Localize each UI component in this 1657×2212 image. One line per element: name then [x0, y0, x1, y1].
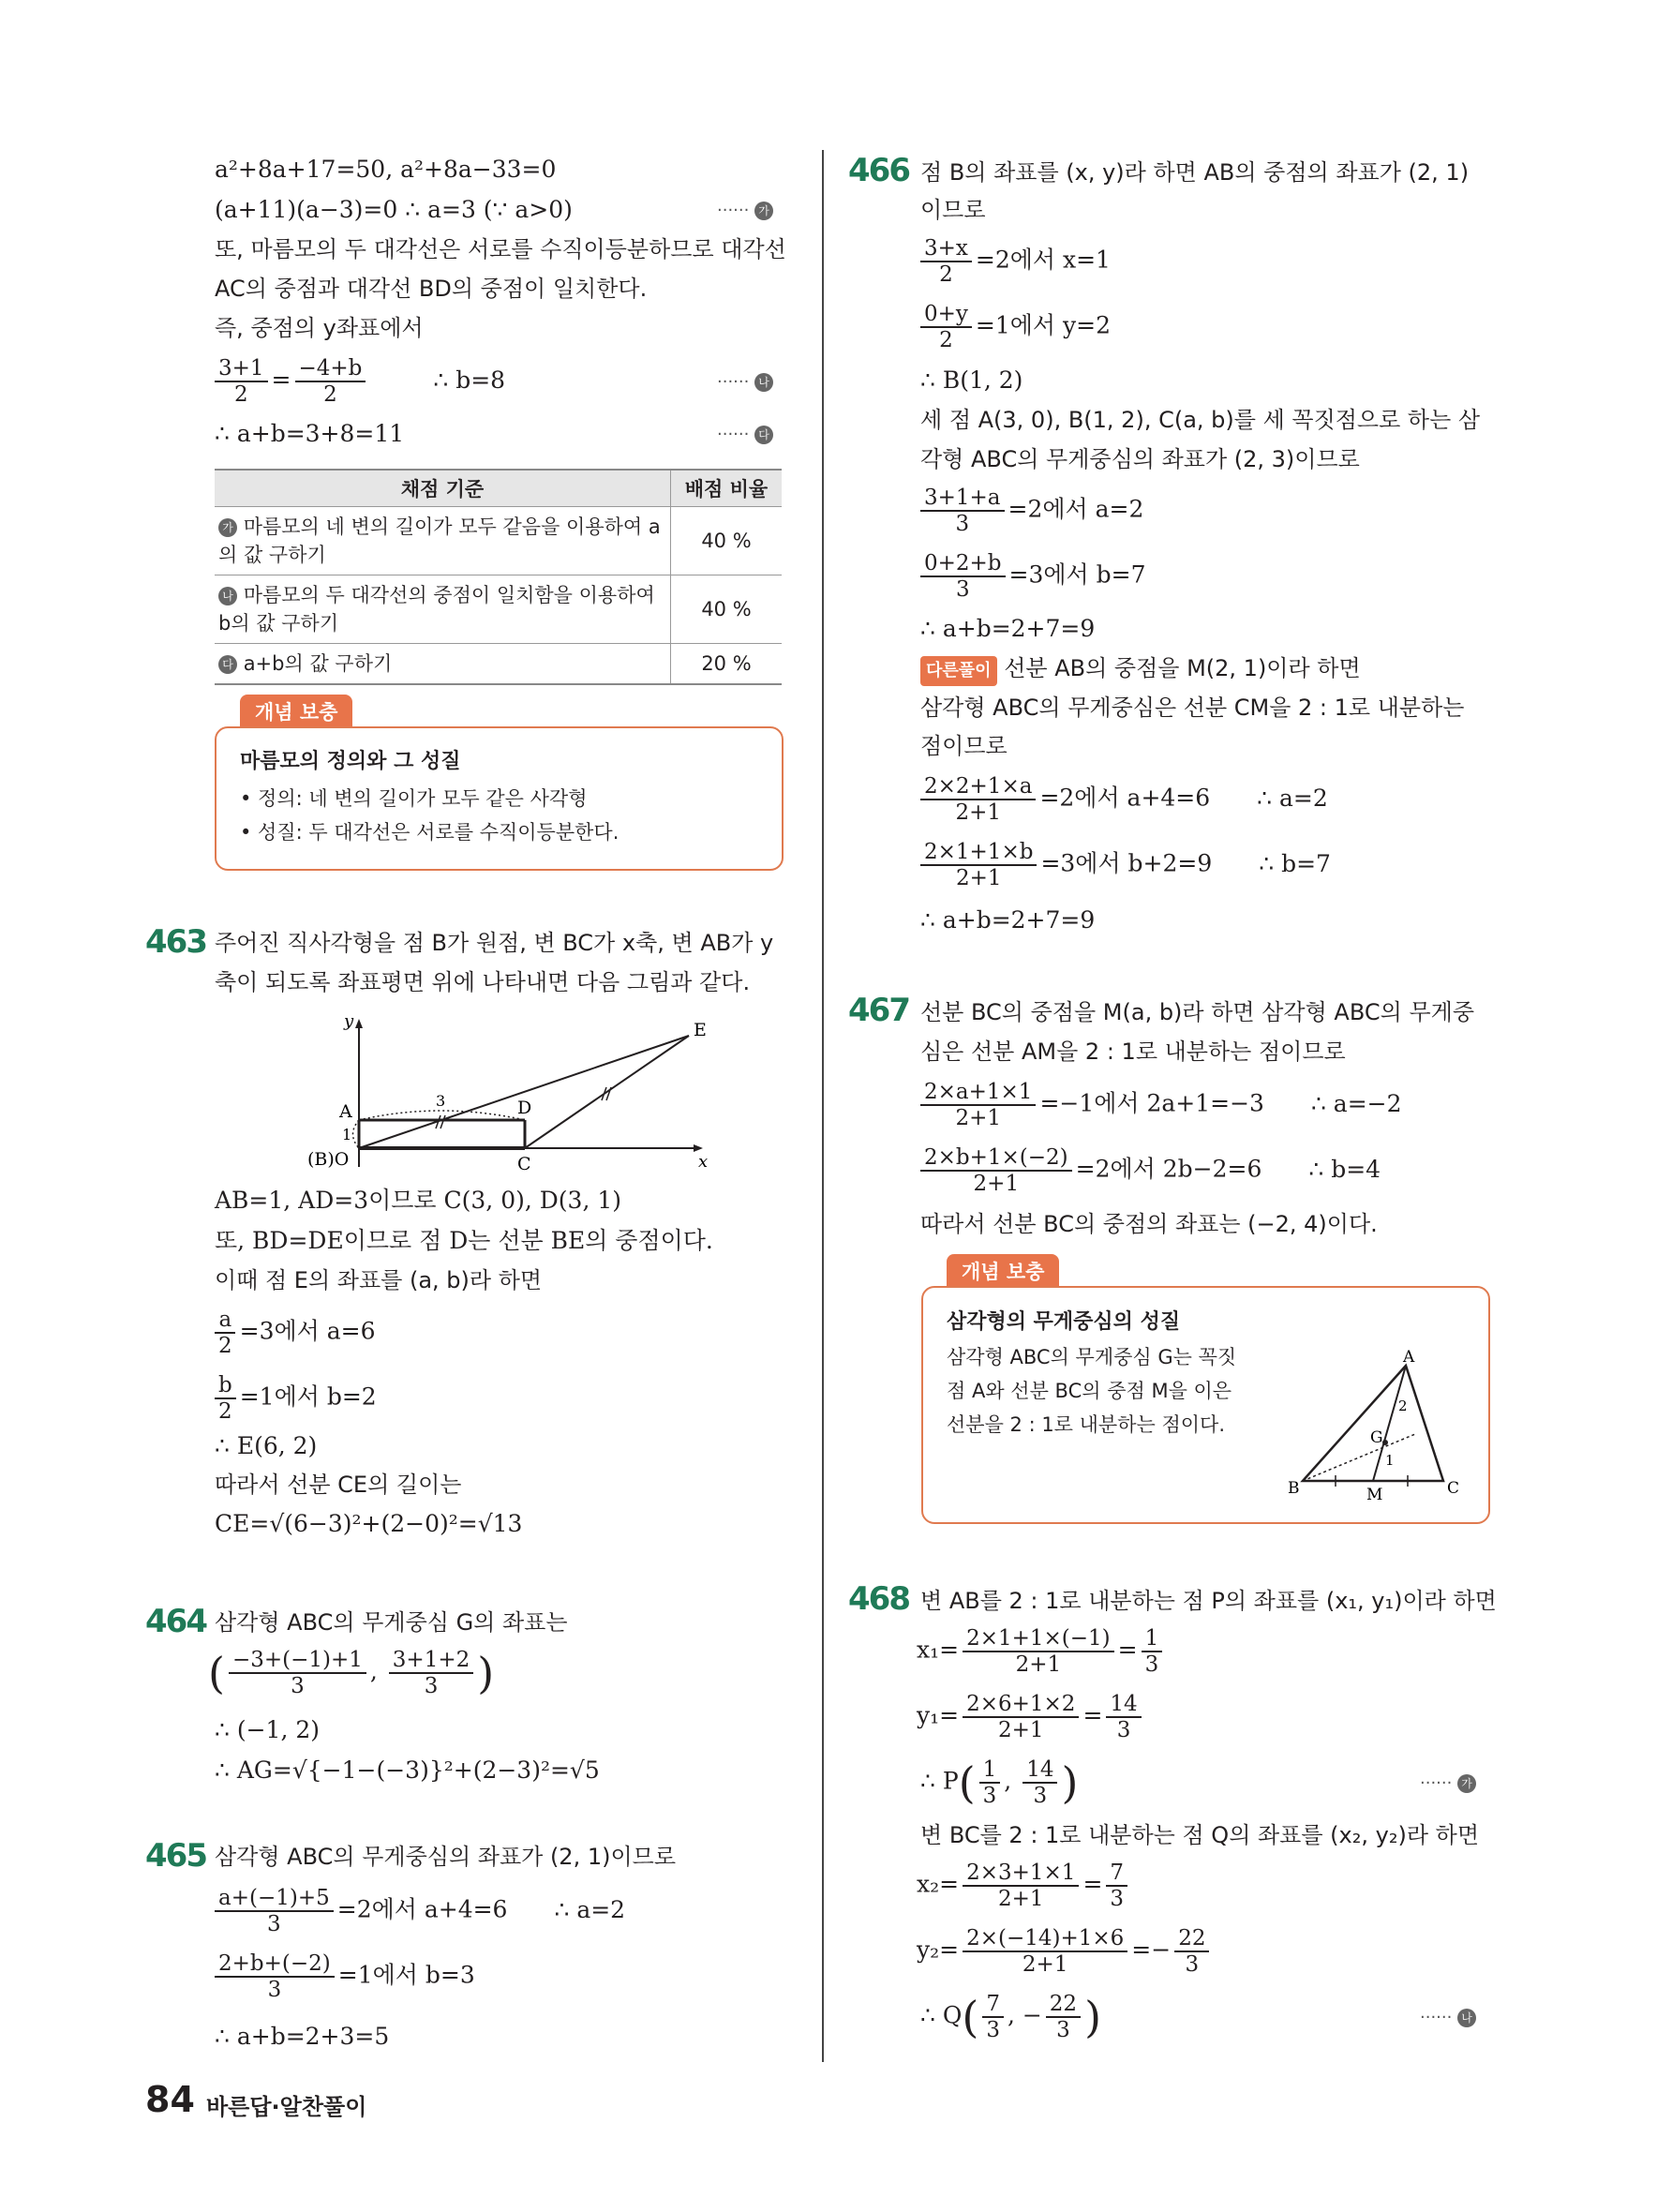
- coordinate-figure: [300, 1012, 712, 1172]
- footer-title: 바른답·알찬풀이: [206, 2094, 367, 2120]
- fig-label: 3: [436, 1092, 446, 1110]
- fig-label: 1: [1385, 1452, 1395, 1469]
- eq-line: $\frac{a}{2}$ =3에서 a=6: [211, 1308, 376, 1358]
- concept-tag: 개념 보충: [947, 1254, 1059, 1288]
- eq-line: ∴ a+b=3+8=11: [215, 420, 405, 447]
- table-header: 배점 비율: [671, 470, 783, 507]
- eq-line: ∴ P( $\frac{1}{3}$ , $\frac{14}{3}$ ): [920, 1757, 1079, 1808]
- fig-label: 1: [342, 1126, 352, 1143]
- eq-line: AB=1, AD=3이므로 C(3, 0), D(3, 1): [215, 1187, 622, 1214]
- problem-number: 463: [145, 923, 206, 961]
- eq-line: y₁= $\frac{2\times 6+1\times 2}{2+1}$ = $\frac{14}{3}$: [917, 1692, 1145, 1742]
- step-marker: ······ 나: [717, 372, 773, 392]
- text-line: 삼각형 ABC의 무게중심의 좌표가 (2, 1)이므로: [215, 1844, 677, 1870]
- fig-label: y: [344, 1012, 354, 1031]
- text-line: 또, 마름모의 두 대각선은 서로를 수직이등분하므로 대각선: [215, 236, 786, 262]
- fig-label: A: [1403, 1348, 1415, 1367]
- eq-line: ∴ a+b=2+7=9: [920, 906, 1096, 934]
- page-number: 84: [145, 2079, 195, 2120]
- centroid-figure: [1284, 1345, 1471, 1504]
- concept-title: 삼각형의 무게중심의 성질: [947, 1310, 1181, 1334]
- eq-line: x₂= $\frac{2\times 3+1\times 1}{2+1}$ = $\frac{7}{3}$: [917, 1861, 1131, 1911]
- alt-solution-badge: 다른풀이: [920, 656, 997, 686]
- concept-text: 삼각형 ABC의 무게중심 G는 꼭짓: [947, 1346, 1237, 1368]
- step-marker: ······ 나: [1420, 2008, 1476, 2027]
- text-line: 세 점 A(3, 0), B(1, 2), C(a, b)를 세 꼭짓점으로 하는 삼: [920, 407, 1481, 433]
- concept-text: 선분을 2 : 1로 내분하는 점이다.: [947, 1413, 1225, 1436]
- eq-line: ∴ E(6, 2): [215, 1432, 318, 1459]
- fig-label: G: [1370, 1428, 1383, 1447]
- text-line: 주어진 직사각형을 점 B가 원점, 변 BC가 x축, 변 AB가 y: [215, 930, 774, 956]
- eq-line: ∴ a+b=2+7=9: [920, 615, 1096, 642]
- eq-line: $\frac{3+1+a}{3}$ =2에서 a=2: [917, 486, 1143, 536]
- eq-line: $\frac{3+1}{2}$ = $\frac{-4+b}{2}$ ∴ b=8: [211, 356, 505, 407]
- fig-label: x: [698, 1152, 709, 1172]
- step-marker: ······ 다: [717, 425, 773, 444]
- text-line: 심은 선분 AM을 2 : 1로 내분하는 점이므로: [920, 1039, 1346, 1065]
- concept-title: 마름모의 정의와 그 성질: [240, 750, 461, 773]
- eq-line: y₂= $\frac{2\times(-14)+1\times 6}{2+1}$ =− $\frac{22}{3}$: [917, 1926, 1213, 1977]
- eq-line: $\frac{2\times 1+1\times b}{2+1}$ =3에서 b+2=9 ∴ b=7: [917, 840, 1331, 890]
- eq-line: CE=√(6−3)²+(2−0)²=√13: [215, 1510, 523, 1537]
- text-line: 점이므로: [920, 733, 1008, 759]
- eq-line: ( $\frac{-3+(-1)+1}{3}$ , $\frac{3+1+2}{3}$ ): [208, 1648, 495, 1698]
- step-marker: ······ 가: [717, 201, 773, 220]
- text-line: 축이 되도록 좌표평면 위에 나타내면 다음 그림과 같다.: [215, 969, 751, 995]
- text-line: 따라서 선분 BC의 중점의 좌표는 (−2, 4)이다.: [920, 1211, 1378, 1237]
- column-divider: [822, 150, 824, 2062]
- eq-line: $\frac{0+2+b}{3}$ =3에서 b=7: [917, 551, 1146, 602]
- text-line: 이때 점 E의 좌표를 (a, b)라 하면: [215, 1267, 543, 1293]
- text-line: 변 AB를 2 : 1로 내분하는 점 P의 좌표를 (x₁, y₁)이라 하면: [920, 1588, 1497, 1614]
- eq-line: 또, BD=DE이므로 점 D는 선분 BE의 중점이다.: [215, 1227, 713, 1254]
- text-line: 다른풀이 선분 AB의 중점을 M(2, 1)이라 하면: [920, 653, 1361, 686]
- table-row: 가 마름모의 네 변의 길이가 모두 같음을 이용하여 a의 값 구하기 40 %: [215, 507, 782, 575]
- fig-label: C: [1447, 1479, 1460, 1498]
- text-line: 이므로: [920, 197, 986, 223]
- eq-line: ∴ B(1, 2): [920, 366, 1023, 394]
- problem-number: 465: [145, 1837, 206, 1875]
- concept-text: 점 A와 선분 BC의 중점 M을 이은: [947, 1380, 1232, 1402]
- text-line: 변 BC를 2 : 1로 내분하는 점 Q의 좌표를 (x₂, y₂)라 하면: [920, 1822, 1479, 1848]
- problem-number: 468: [848, 1580, 909, 1618]
- text-line: AC의 중점과 대각선 BD의 중점이 일치한다.: [215, 276, 648, 302]
- text-line: 즉, 중점의 y좌표에서: [215, 315, 424, 341]
- step-marker: ······ 가: [1420, 1773, 1476, 1793]
- eq-line: a²+8a+17=50, a²+8a−33=0: [215, 156, 557, 183]
- problem-number: 467: [848, 992, 909, 1029]
- eq-line: $\frac{0+y}{2}$ =1에서 y=2: [917, 302, 1111, 352]
- table-row: 나 마름모의 두 대각선의 중점이 일치함을 이용하여 b의 값 구하기 40 %: [215, 575, 782, 644]
- eq-line: (a+11)(a−3)=0 ∴ a=3 (∵ a>0): [215, 196, 573, 223]
- text-line: 점 B의 좌표를 (x, y)라 하면 AB의 중점의 좌표가 (2, 1): [920, 159, 1470, 186]
- fig-label: (B)O: [307, 1149, 350, 1170]
- fig-label: D: [517, 1098, 532, 1118]
- text-line: 각형 ABC의 무게중심의 좌표가 (2, 3)이므로: [920, 446, 1360, 472]
- text-line: 선분 BC의 중점을 M(a, b)라 하면 삼각형 ABC의 무게중: [920, 999, 1474, 1025]
- eq-line: $\frac{2\times 2+1\times a}{2+1}$ =2에서 a+4=6 ∴ a=2: [917, 774, 1328, 825]
- fig-label: C: [517, 1154, 531, 1172]
- concept-tag: 개념 보충: [240, 695, 352, 728]
- eq-line: $\frac{3+x}{2}$ =2에서 x=1: [917, 236, 1111, 287]
- text-line: 따라서 선분 CE의 길이는: [215, 1472, 462, 1498]
- eq-line: ∴ a+b=2+3=5: [215, 2023, 390, 2050]
- grading-table: [215, 469, 782, 685]
- eq-line: ∴ AG=√{−1−(−3)}²+(2−3)²=√5: [215, 1756, 600, 1784]
- eq-line: $\frac{2\times a+1\times 1}{2+1}$ =−1에서 2a+1=−3 ∴ a=−2: [917, 1080, 1402, 1130]
- table-header: 채점 기준: [215, 470, 671, 507]
- fig-label: E: [694, 1020, 707, 1040]
- fig-label: 2: [1398, 1397, 1408, 1414]
- concept-text: • 성질: 두 대각선은 서로를 수직이등분한다.: [240, 821, 620, 844]
- eq-line: $\frac{2\times b+1\times(-2)}{2+1}$ =2에서 2b−2=6 ∴ b=4: [917, 1145, 1381, 1196]
- text-line: 삼각형 ABC의 무게중심은 선분 CM을 2 : 1로 내분하는: [920, 695, 1465, 721]
- fig-label: M: [1366, 1486, 1383, 1504]
- eq-line: $\frac{2+b+(-2)}{3}$ =1에서 b=3: [211, 1951, 475, 2002]
- eq-line: ∴ Q( $\frac{7}{3}$ , − $\frac{22}{3}$ ): [920, 1992, 1102, 2042]
- problem-number: 466: [848, 152, 909, 189]
- fig-label: A: [339, 1101, 352, 1122]
- text-line: 삼각형 ABC의 무게중심 G의 좌표는: [215, 1609, 568, 1636]
- problem-number: 464: [145, 1603, 206, 1640]
- fig-label: B: [1288, 1479, 1300, 1498]
- table-row: 다 a+b의 값 구하기 20 %: [215, 644, 782, 685]
- eq-line: $\frac{a+(-1)+5}{3}$ =2에서 a+4=6 ∴ a=2: [211, 1886, 625, 1936]
- eq-line: x₁= $\frac{2\times 1+1\times(-1)}{2+1}$ = $\frac{1}{3}$: [917, 1626, 1166, 1677]
- eq-line: ∴ (−1, 2): [215, 1716, 321, 1743]
- concept-text: • 정의: 네 변의 길이가 모두 같은 사각형: [240, 787, 588, 810]
- eq-line: $\frac{b}{2}$ =1에서 b=2: [211, 1373, 377, 1424]
